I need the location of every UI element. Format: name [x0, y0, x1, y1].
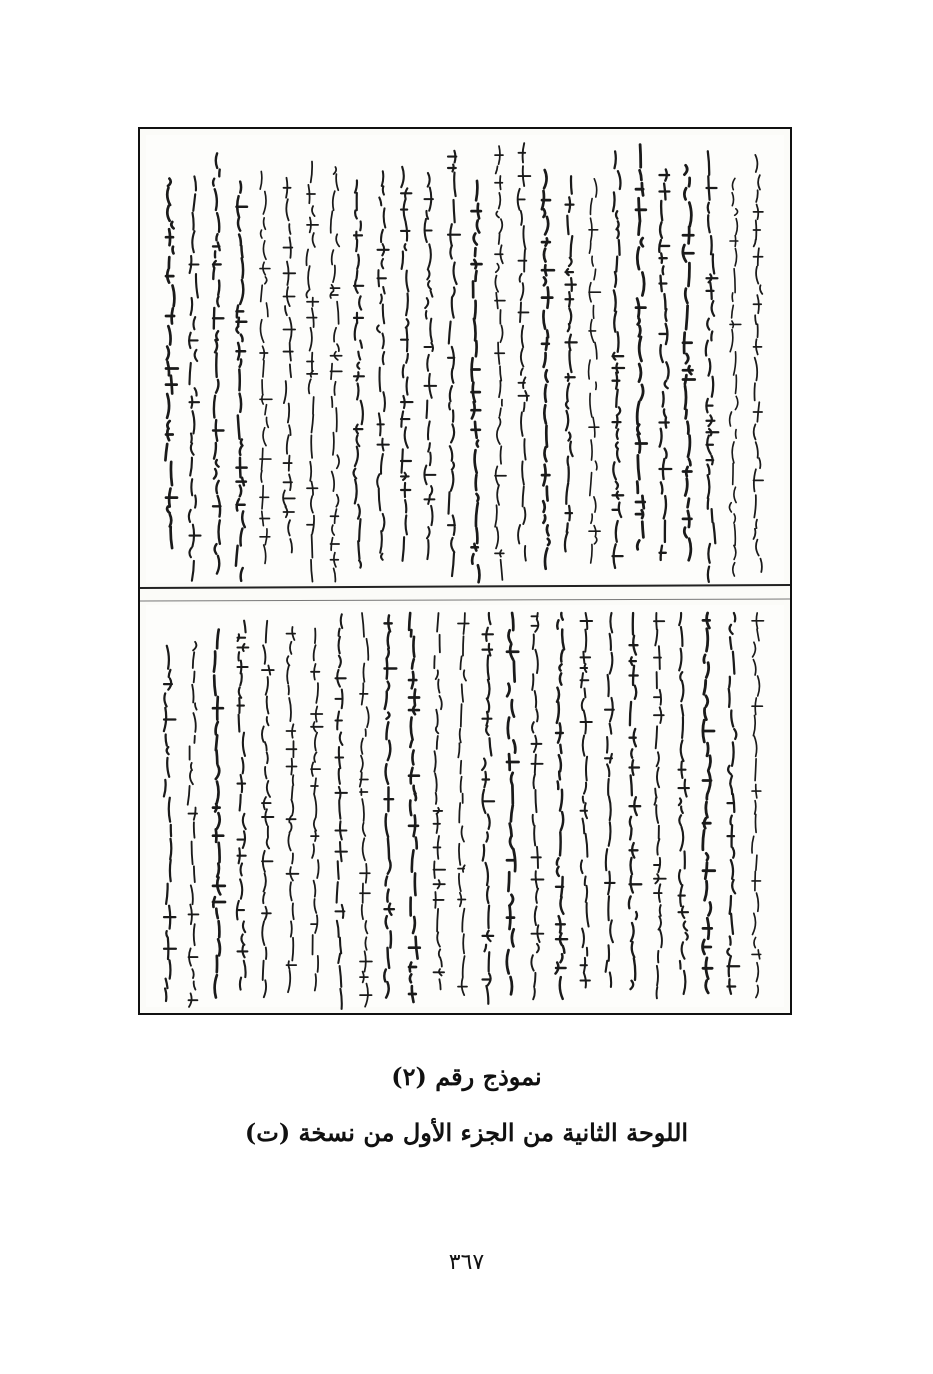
- page-number: ٣٦٧: [448, 1250, 485, 1275]
- manuscript-facsimile: [140, 129, 790, 1013]
- page-fold-line: [140, 585, 790, 588]
- figure-subtitle: اللوحة الثانية من الجزء الأول من نسخة (ت): [244, 1118, 689, 1147]
- manuscript-image: [138, 127, 792, 1015]
- figure-title: نموذج رقم (٢): [391, 1062, 542, 1091]
- page-fold-shadow: [140, 599, 790, 601]
